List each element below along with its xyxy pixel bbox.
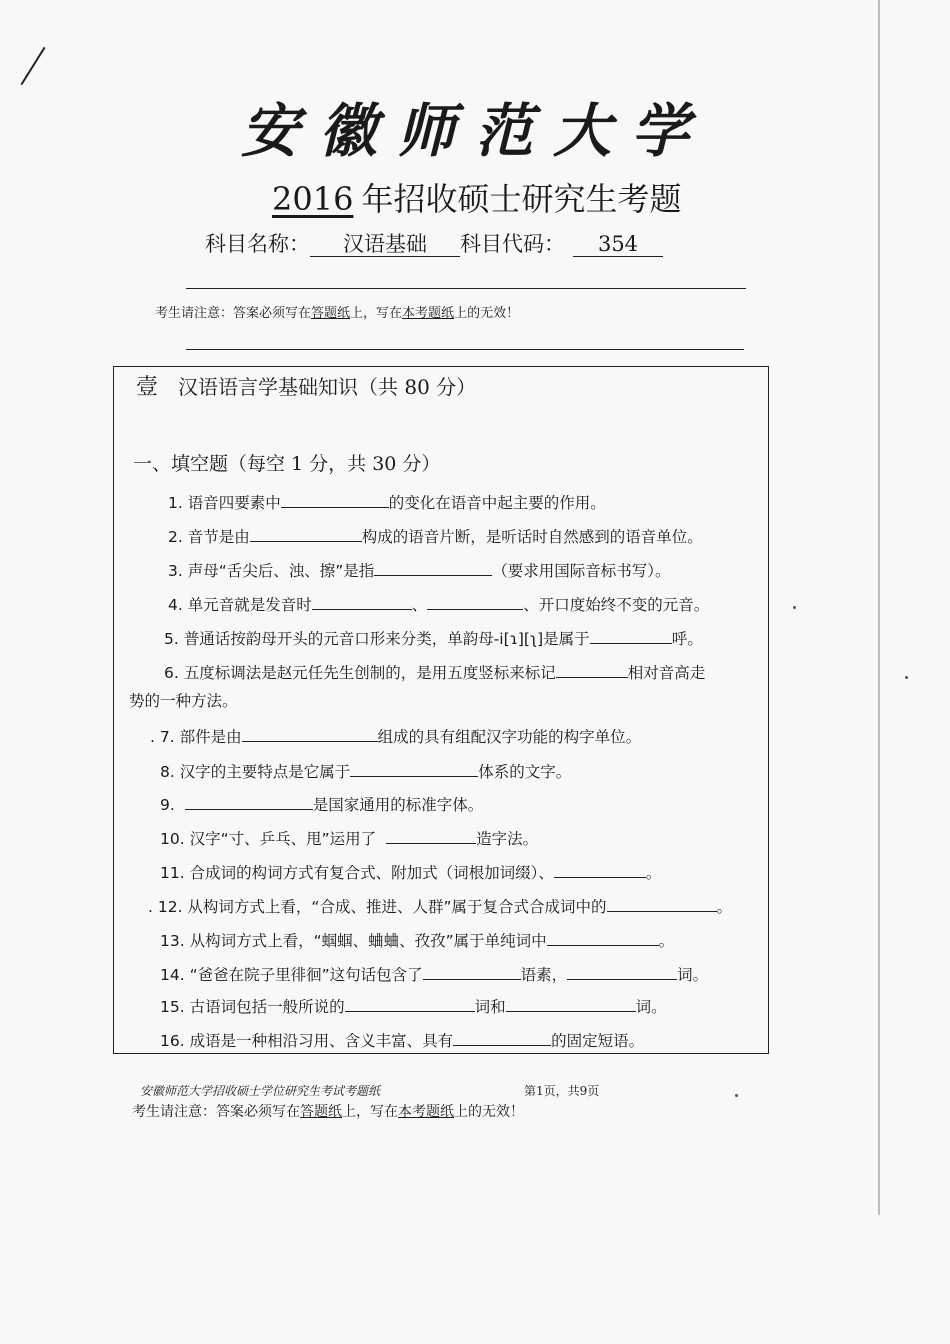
question-5-text-a: 5. 普通话按韵母开头的元音口形来分类，单韵母-i[ɿ][ʅ]是属于: [164, 630, 590, 648]
pen-stroke-mark: [20, 47, 45, 85]
answer-blank: [427, 595, 523, 610]
question-9-text-a: 9.: [160, 796, 175, 814]
subject-code-label: 科目代码：: [460, 232, 565, 256]
question-12-text-b: 。: [716, 898, 733, 916]
answer-blank: [242, 727, 378, 742]
footer-notice-suffix: 上的无效！: [454, 1104, 524, 1120]
section-mark: 壹: [136, 375, 159, 400]
answer-blank: [374, 561, 492, 576]
notice-question-paper: 本考题纸: [402, 306, 455, 321]
question-6: [164, 661, 705, 683]
answer-blank: [554, 863, 646, 878]
exam-title-text: 年招收硕士研究生考题: [361, 180, 682, 218]
answer-blank: [547, 931, 659, 946]
question-2-text-b: 构成的语音片断，是听话时自然感到的语音单位。: [361, 528, 703, 546]
answer-blank: [556, 663, 628, 678]
question-1-text-a: 1. 语音四要素中: [168, 494, 281, 512]
question-13-text-b: 。: [658, 932, 675, 950]
question-15-text-c: 词。: [635, 998, 667, 1016]
header-divider-top: [186, 288, 746, 289]
answer-blank: [281, 493, 389, 508]
notice-prefix: 考生请注意：答案必须写在: [155, 306, 312, 321]
section-heading: [136, 370, 476, 401]
subject-name-value: 汉语基础: [310, 232, 460, 257]
question-4-text-a: 4. 单元音就是发音时: [168, 596, 312, 614]
footer-paper-label: 安徽师范大学招收硕士学位研究生考试考题纸: [140, 1084, 381, 1098]
question-16-text-b: 的固定短语。: [551, 1032, 645, 1050]
question-8-text-a: 8. 汉字的主要特点是它属于: [160, 763, 351, 781]
scan-edge-line: [878, 0, 880, 1215]
question-15-text-b: 词和: [474, 998, 506, 1016]
answer-blank: [567, 965, 677, 980]
question-3-text-a: 3. 声母“舌尖后、浊、擦”是指: [168, 562, 375, 580]
question-15: [160, 995, 667, 1017]
question-13: [160, 929, 674, 951]
footer-page-info: 第1页，共9页: [524, 1084, 600, 1098]
question-8-text-b: 体系的文字。: [478, 763, 572, 781]
scan-speck: [905, 676, 908, 679]
exam-title: [272, 174, 681, 220]
question-6-text-b: 相对音高走: [627, 664, 706, 682]
question-11-text-a: 11. 合成词的构词方式有复合式、附加式（词根加词缀）、: [160, 864, 554, 882]
question-12: [148, 895, 732, 917]
question-7-text-b: 组成的具有组配汉字功能的构字单位。: [377, 728, 642, 746]
question-12-text-a: . 12. 从构词方式上看，“合成、推进、人群”属于复合式合成词中的: [148, 898, 607, 916]
question-10: [160, 827, 538, 849]
question-14-text-b: 语素，: [520, 966, 568, 984]
question-4: [168, 593, 709, 615]
footer-notice-prefix: 考生请注意：答案必须写在: [132, 1104, 300, 1120]
question-16-text-a: 16. 成语是一种相沿习用、含义丰富、具有: [160, 1032, 454, 1050]
university-name-calligraphy: 安徽师范大学: [240, 97, 709, 165]
question-4-separator: 、: [411, 596, 428, 614]
question-14-text-a: 14. “爸爸在院子里徘徊”这句话包含了: [160, 966, 423, 984]
scan-speck: [793, 606, 796, 609]
question-6-text-a: 6. 五度标调法是赵元任先生创制的，是用五度竖标来标记: [164, 664, 556, 682]
question-7: [150, 725, 641, 747]
question-7-text-a: . 7. 部件是由: [150, 728, 242, 746]
answer-blank: [506, 997, 636, 1012]
exam-year: 2016: [272, 180, 354, 218]
question-10-text-b: 造字法。: [476, 830, 539, 848]
answer-blank: [453, 1031, 551, 1046]
notice-top: [155, 302, 519, 321]
question-13-text-a: 13. 从构词方式上看，“蝈蝈、蛐蛐、孜孜”属于单纯词中: [160, 932, 547, 950]
question-9-text-b: 是国家通用的标准字体。: [312, 796, 484, 814]
question-4-text-b: 、开口度始终不变的元音。: [523, 596, 710, 614]
question-14-text-c: 词。: [677, 966, 709, 984]
footer-notice: [132, 1101, 524, 1121]
scan-speck: [735, 1094, 738, 1097]
question-10-text-a: 10. 汉字“寸、乒乓、甩”运用了: [160, 830, 377, 848]
subject-name-label: 科目名称：: [205, 232, 310, 256]
question-15-text-a: 15. 古语词包括一般所说的: [160, 998, 345, 1016]
notice-suffix: 上的无效！: [454, 306, 520, 321]
footer-notice-answer-sheet: 答题纸: [300, 1104, 342, 1120]
footer-notice-question-paper: 本考题纸: [398, 1104, 454, 1120]
answer-blank: [250, 527, 362, 542]
question-11: [160, 861, 661, 883]
part-heading: 一、填空题（每空 1 分，共 30 分）: [133, 453, 441, 475]
subject-line: [205, 228, 663, 258]
answer-blank: [350, 762, 478, 777]
answer-blank: [345, 997, 475, 1012]
header-divider-bottom: [186, 349, 744, 350]
notice-middle: 上，写在: [350, 306, 403, 321]
subject-code-value: 354: [573, 232, 663, 257]
question-11-text-b: 。: [645, 864, 662, 882]
question-6-continuation: 势的一种方法。: [129, 692, 238, 710]
question-3: [168, 559, 671, 581]
answer-blank: [386, 829, 476, 844]
answer-blank: [423, 965, 521, 980]
question-1: [168, 491, 606, 513]
answer-blank: [607, 897, 717, 912]
question-3-text-b: （要求用国际音标书写）。: [492, 562, 671, 580]
question-2-text-a: 2. 音节是由: [168, 528, 250, 546]
question-5: [164, 627, 703, 649]
question-14: [160, 963, 708, 985]
notice-answer-sheet: 答题纸: [311, 306, 351, 321]
section-title: 汉语语言学基础知识（共 80 分）: [178, 375, 477, 399]
question-8: [160, 760, 571, 782]
question-1-text-b: 的变化在语音中起主要的作用。: [388, 494, 606, 512]
answer-blank: [185, 795, 313, 810]
question-9: [160, 793, 483, 815]
answer-blank: [312, 595, 412, 610]
question-2: [168, 525, 703, 547]
answer-blank: [590, 629, 672, 644]
question-16: [160, 1029, 644, 1051]
footer-notice-middle: 上，写在: [342, 1104, 398, 1120]
question-5-text-b: 呼。: [671, 630, 703, 648]
